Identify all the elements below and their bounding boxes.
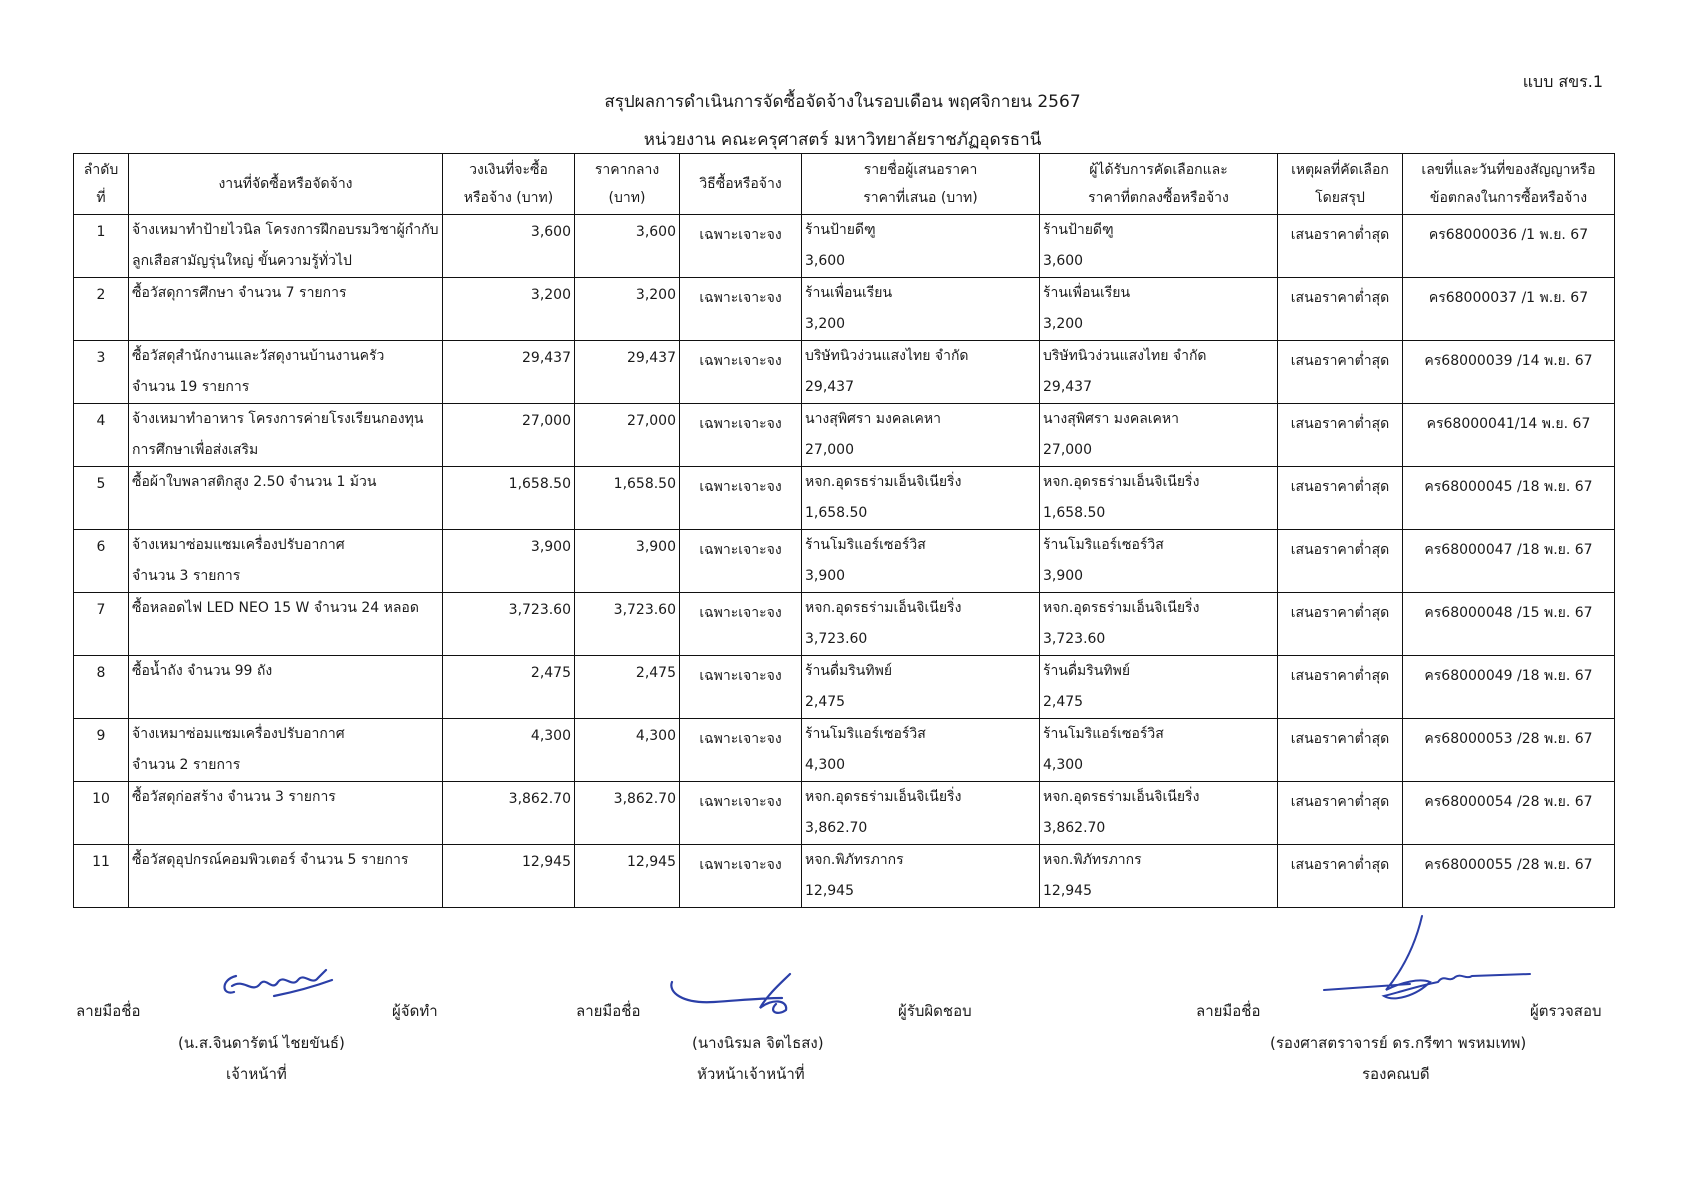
handwritten-signature-responsible <box>664 968 814 1020</box>
row-task: ซื้อวัสดุการศึกษา จำนวน 7 รายการ <box>129 278 443 341</box>
table-row <box>74 215 1615 278</box>
row-no: 6 <box>74 530 129 593</box>
row-bidder: ร้านโมริแอร์เซอร์วิส 3,900 <box>802 530 1040 593</box>
row-task: ซื้อน้ำถัง จำนวน 99 ถัง <box>129 656 443 719</box>
row-contract: คร68000055 /28 พ.ย. 67 <box>1403 845 1615 908</box>
role-preparer: ผู้จัดทำ <box>392 1002 438 1020</box>
row-contract: คร68000053 /28 พ.ย. 67 <box>1403 719 1615 782</box>
row-winner: ร้านป้ายดีฑู 3,600 <box>1040 215 1278 278</box>
row-no: 7 <box>74 593 129 656</box>
signer-name-responsible: (นางนิรมล จิตไธสง) <box>692 1034 824 1052</box>
header-winner: ผู้ได้รับการคัดเลือกและ ราคาที่ตกลงซื้อหรือจ้าง <box>1040 154 1278 215</box>
row-reason: เสนอราคาต่ำสุด <box>1278 215 1403 278</box>
row-method: เฉพาะเจาะจง <box>680 215 802 278</box>
row-winner: หจก.อุดรธร่ามเอ็นจิเนียริ่ง 3,862.70 <box>1040 782 1278 845</box>
header-task: งานที่จัดซื้อหรือจัดจ้าง <box>129 154 443 215</box>
document-subtitle: หน่วยงาน คณะครุศาสตร์ มหาวิทยาลัยราชภัฏอุดรธานี <box>643 130 1042 150</box>
signer-position-inspector: รองคณบดี <box>1362 1065 1430 1083</box>
row-task: ซื้อผ้าใบพลาสติกสูง 2.50 จำนวน 1 ม้วน <box>129 467 443 530</box>
row-reason: เสนอราคาต่ำสุด <box>1278 278 1403 341</box>
signer-position-preparer: เจ้าหน้าที่ <box>226 1065 287 1083</box>
row-no: 9 <box>74 719 129 782</box>
signer-name-inspector: (รองศาสตราจารย์ ดร.กรีฑา พรหมเทพ) <box>1270 1034 1527 1052</box>
row-bidder: หจก.อุดรธร่ามเอ็นจิเนียริ่ง 3,862.70 <box>802 782 1040 845</box>
handwritten-signature-inspector <box>1320 912 1540 1012</box>
row-no: 2 <box>74 278 129 341</box>
row-method: เฉพาะเจาะจง <box>680 719 802 782</box>
table-row <box>74 845 1615 908</box>
row-budget: 3,200 <box>443 278 575 341</box>
row-bidder: ร้านเพื่อนเรียน 3,200 <box>802 278 1040 341</box>
row-median-price: 4,300 <box>575 719 680 782</box>
table-row <box>74 782 1615 845</box>
row-task: ซื้อวัสดุสำนักงานและวัสดุงานบ้านงานครัว จำนวน 19 รายการ <box>129 341 443 404</box>
row-reason: เสนอราคาต่ำสุด <box>1278 782 1403 845</box>
row-task: ซื้อหลอดไฟ LED NEO 15 W จำนวน 24 หลอด <box>129 593 443 656</box>
role-responsible: ผู้รับผิดชอบ <box>898 1002 972 1020</box>
row-reason: เสนอราคาต่ำสุด <box>1278 341 1403 404</box>
row-reason: เสนอราคาต่ำสุด <box>1278 467 1403 530</box>
row-task: จ้างเหมาทำอาหาร โครงการค่ายโรงเรียนกองทุน การศึกษาเพื่อส่งเสริม <box>129 404 443 467</box>
row-reason: เสนอราคาต่ำสุด <box>1278 530 1403 593</box>
row-method: เฉพาะเจาะจง <box>680 278 802 341</box>
procurement-table <box>73 153 1615 908</box>
row-no: 11 <box>74 845 129 908</box>
row-median-price: 29,437 <box>575 341 680 404</box>
form-code: แบบ สขร.1 <box>1522 72 1603 91</box>
row-contract: คร68000047 /18 พ.ย. 67 <box>1403 530 1615 593</box>
row-reason: เสนอราคาต่ำสุด <box>1278 845 1403 908</box>
row-winner: หจก.อุดรธร่ามเอ็นจิเนียริ่ง 1,658.50 <box>1040 467 1278 530</box>
row-bidder: หจก.พิภัทรภากร 12,945 <box>802 845 1040 908</box>
row-method: เฉพาะเจาะจง <box>680 845 802 908</box>
row-winner: หจก.อุดรธร่ามเอ็นจิเนียริ่ง 3,723.60 <box>1040 593 1278 656</box>
sign-label: ลายมือชื่อ <box>576 1002 641 1020</box>
row-median-price: 3,200 <box>575 278 680 341</box>
signer-name-preparer: (น.ส.จินดารัตน์ ไชยขันธ์) <box>178 1034 345 1052</box>
role-inspector: ผู้ตรวจสอบ <box>1530 1002 1602 1020</box>
row-median-price: 1,658.50 <box>575 467 680 530</box>
row-no: 8 <box>74 656 129 719</box>
row-no: 3 <box>74 341 129 404</box>
row-contract: คร68000039 /14 พ.ย. 67 <box>1403 341 1615 404</box>
row-method: เฉพาะเจาะจง <box>680 656 802 719</box>
row-budget: 27,000 <box>443 404 575 467</box>
row-no: 1 <box>74 215 129 278</box>
row-budget: 1,658.50 <box>443 467 575 530</box>
row-winner: ร้านดื่มรินทิพย์ 2,475 <box>1040 656 1278 719</box>
row-contract: คร68000049 /18 พ.ย. 67 <box>1403 656 1615 719</box>
row-task: จ้างเหมาซ่อมแซมเครื่องปรับอากาศ จำนวน 2 รายการ <box>129 719 443 782</box>
row-bidder: ร้านป้ายดีฑู 3,600 <box>802 215 1040 278</box>
table-row <box>74 467 1615 530</box>
row-method: เฉพาะเจาะจง <box>680 593 802 656</box>
row-budget: 3,723.60 <box>443 593 575 656</box>
row-no: 5 <box>74 467 129 530</box>
row-winner: ร้านเพื่อนเรียน 3,200 <box>1040 278 1278 341</box>
row-contract: คร68000037 /1 พ.ย. 67 <box>1403 278 1615 341</box>
row-median-price: 3,900 <box>575 530 680 593</box>
row-budget: 2,475 <box>443 656 575 719</box>
row-median-price: 3,600 <box>575 215 680 278</box>
row-budget: 3,862.70 <box>443 782 575 845</box>
row-budget: 12,945 <box>443 845 575 908</box>
header-contract: เลขที่และวันที่ของสัญญาหรือ ข้อตกลงในการซื้อหรือจ้าง <box>1403 154 1615 215</box>
row-bidder: หจก.อุดรธร่ามเอ็นจิเนียริ่ง 3,723.60 <box>802 593 1040 656</box>
table-row <box>74 404 1615 467</box>
row-method: เฉพาะเจาะจง <box>680 782 802 845</box>
row-contract: คร68000045 /18 พ.ย. 67 <box>1403 467 1615 530</box>
table-row <box>74 530 1615 593</box>
table-row <box>74 719 1615 782</box>
sign-label: ลายมือชื่อ <box>76 1002 141 1020</box>
row-median-price: 27,000 <box>575 404 680 467</box>
row-budget: 29,437 <box>443 341 575 404</box>
row-no: 10 <box>74 782 129 845</box>
header-method: วิธีซื้อหรือจ้าง <box>680 154 802 215</box>
row-method: เฉพาะเจาะจง <box>680 341 802 404</box>
row-winner: หจก.พิภัทรภากร 12,945 <box>1040 845 1278 908</box>
row-contract: คร68000048 /15 พ.ย. 67 <box>1403 593 1615 656</box>
row-budget: 3,900 <box>443 530 575 593</box>
row-median-price: 12,945 <box>575 845 680 908</box>
row-method: เฉพาะเจาะจง <box>680 530 802 593</box>
row-median-price: 3,862.70 <box>575 782 680 845</box>
handwritten-signature-preparer <box>214 962 344 1012</box>
row-bidder: ร้านโมริแอร์เซอร์วิส 4,300 <box>802 719 1040 782</box>
row-task: ซื้อวัสดุก่อสร้าง จำนวน 3 รายการ <box>129 782 443 845</box>
row-reason: เสนอราคาต่ำสุด <box>1278 656 1403 719</box>
table-row <box>74 341 1615 404</box>
row-task: จ้างเหมาซ่อมแซมเครื่องปรับอากาศ จำนวน 3 รายการ <box>129 530 443 593</box>
row-task: ซื้อวัสดุอุปกรณ์คอมพิวเตอร์ จำนวน 5 รายการ <box>129 845 443 908</box>
sign-label: ลายมือชื่อ <box>1196 1002 1261 1020</box>
document-title: สรุปผลการดำเนินการจัดซื้อจัดจ้างในรอบเดือน พฤศจิกายน 2567 <box>604 92 1081 112</box>
row-bidder: นางสุพิศรา มงคลเคหา 27,000 <box>802 404 1040 467</box>
row-method: เฉพาะเจาะจง <box>680 467 802 530</box>
table-header-row <box>74 154 1615 215</box>
row-reason: เสนอราคาต่ำสุด <box>1278 719 1403 782</box>
row-median-price: 3,723.60 <box>575 593 680 656</box>
row-reason: เสนอราคาต่ำสุด <box>1278 404 1403 467</box>
row-median-price: 2,475 <box>575 656 680 719</box>
table-row <box>74 656 1615 719</box>
signer-position-responsible: หัวหน้าเจ้าหน้าที่ <box>697 1065 805 1083</box>
header-reason: เหตุผลที่คัดเลือก โดยสรุป <box>1278 154 1403 215</box>
row-winner: ร้านโมริแอร์เซอร์วิส 3,900 <box>1040 530 1278 593</box>
row-task: จ้างเหมาทำป้ายไวนิล โครงการฝึกอบรมวิชาผู้กำกับ ลูกเสือสามัญรุ่นใหญ่ ขั้นความรู้ทั่วไป <box>129 215 443 278</box>
row-bidder: บริษัทนิวง่วนแสงไทย จำกัด 29,437 <box>802 341 1040 404</box>
row-winner: นางสุพิศรา มงคลเคหา 27,000 <box>1040 404 1278 467</box>
table-row <box>74 278 1615 341</box>
header-bidders: รายชื่อผู้เสนอราคา ราคาที่เสนอ (บาท) <box>802 154 1040 215</box>
row-winner: ร้านโมริแอร์เซอร์วิส 4,300 <box>1040 719 1278 782</box>
row-reason: เสนอราคาต่ำสุด <box>1278 593 1403 656</box>
row-contract: คร68000041/14 พ.ย. 67 <box>1403 404 1615 467</box>
table-row <box>74 593 1615 656</box>
row-bidder: ร้านดื่มรินทิพย์ 2,475 <box>802 656 1040 719</box>
row-contract: คร68000036 /1 พ.ย. 67 <box>1403 215 1615 278</box>
row-method: เฉพาะเจาะจง <box>680 404 802 467</box>
row-contract: คร68000054 /28 พ.ย. 67 <box>1403 782 1615 845</box>
row-bidder: หจก.อุดรธร่ามเอ็นจิเนียริ่ง 1,658.50 <box>802 467 1040 530</box>
row-winner: บริษัทนิวง่วนแสงไทย จำกัด 29,437 <box>1040 341 1278 404</box>
row-budget: 3,600 <box>443 215 575 278</box>
header-budget: วงเงินที่จะซื้อ หรือจ้าง (บาท) <box>443 154 575 215</box>
row-no: 4 <box>74 404 129 467</box>
header-median-price: ราคากลาง (บาท) <box>575 154 680 215</box>
row-budget: 4,300 <box>443 719 575 782</box>
header-no: ลำดับ ที่ <box>74 154 129 215</box>
